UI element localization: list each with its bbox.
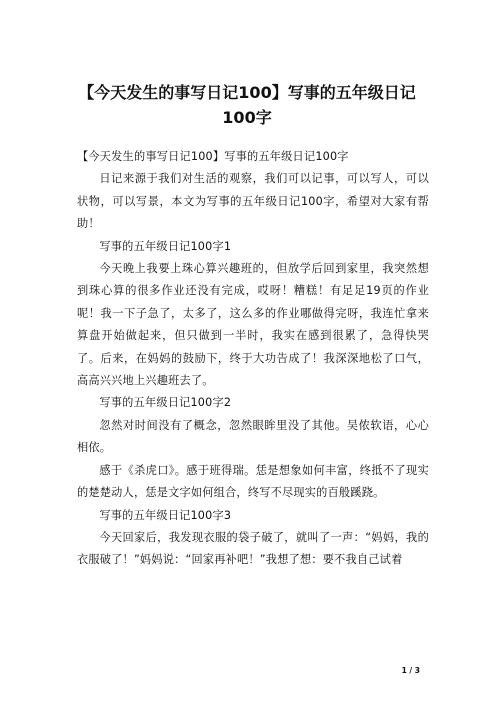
section-2-paragraph-2: 感于《杀虎口》。感于班得瑞。恁是想象如何丰富，终抵不了现实的楚楚动人，恁是文字如何组合，终写不尽现实的百般蹊跷。	[77, 463, 429, 500]
section-3-paragraph: 今天回家后，我发现衣服的袋子破了，就叫了一声：“妈妈，我的衣服破了！”妈妈说：“回家再补吧！”我想了想：要不我自己试着	[77, 530, 429, 567]
intro-paragraph: 日记来源于我们对生活的观察，我们可以记事，可以写人，可以状物，可以写景，本文为写事的五年级日记100字，希望对大家有帮助！	[77, 172, 429, 231]
section-heading-2: 写事的五年级日记100字2	[99, 396, 232, 410]
document-body	[77, 146, 429, 572]
document-title: 【今天发生的事写日记100】写事的五年级日记100字	[78, 83, 416, 127]
section-2-paragraph-1: 忽然对时间没有了概念，忽然眼眸里没了其他。吴侬软语，心心相依。	[77, 418, 429, 455]
section-heading-3: 写事的五年级日记100字3	[99, 508, 232, 522]
page-number: 1 / 3	[401, 666, 420, 675]
intro-heading-paragraph: 【今天发生的事写日记100】写事的五年级日记100字	[77, 150, 349, 163]
section-1-paragraph: 今天晚上我要上珠心算兴趣班的，但放学后回到家里，我突然想到珠心算的很多作业还没有完成，哎呀！糟糕！有足足19页的作业呢！我一下子急了，太多了，这么多的作业哪做得完呀，我连忙拿来算盘开始做起来，但只做到一半时，我实在感到很累了，急得快哭了。后来，在妈妈的鼓励下，终于大功告成了！我深深地松了口气，高高兴兴地上兴趣班去了。	[77, 262, 429, 388]
section-heading-1: 写事的五年级日记100字1	[99, 239, 232, 253]
